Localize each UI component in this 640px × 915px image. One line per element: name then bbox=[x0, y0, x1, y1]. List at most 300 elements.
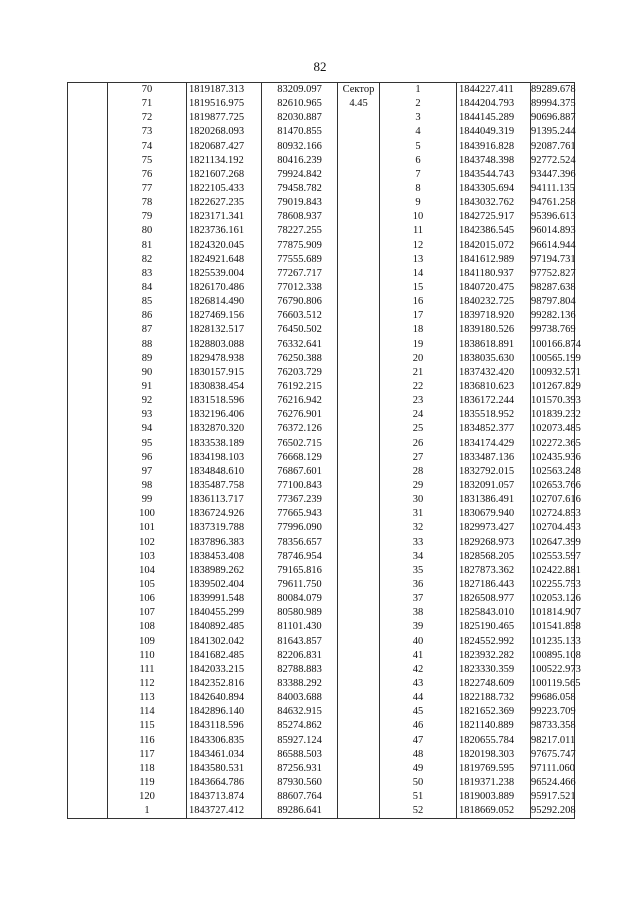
left-point-number: 81 bbox=[108, 239, 187, 253]
left-sector-cell bbox=[68, 649, 108, 663]
right-x-coordinate: 1822748.609 bbox=[457, 677, 531, 691]
table-row bbox=[68, 479, 575, 493]
right-point-number: 38 bbox=[380, 606, 457, 620]
left-x-coordinate: 1835487.758 bbox=[187, 479, 262, 493]
right-sector-cell bbox=[338, 663, 380, 677]
right-x-coordinate: 1832091.057 bbox=[457, 479, 531, 493]
right-sector-cell bbox=[338, 352, 380, 366]
right-x-coordinate: 1835518.952 bbox=[457, 408, 531, 422]
left-point-number: 93 bbox=[108, 408, 187, 422]
right-y-coordinate: 100565.199 bbox=[531, 352, 575, 366]
left-point-number: 104 bbox=[108, 564, 187, 578]
left-y-coordinate: 79165.816 bbox=[262, 564, 338, 578]
left-x-coordinate: 1822627.235 bbox=[187, 196, 262, 210]
left-sector-cell bbox=[68, 366, 108, 380]
right-point-number: 43 bbox=[380, 677, 457, 691]
left-x-coordinate: 1842352.816 bbox=[187, 677, 262, 691]
right-point-number: 12 bbox=[380, 239, 457, 253]
right-point-number: 26 bbox=[380, 437, 457, 451]
right-y-coordinate: 102255.753 bbox=[531, 578, 575, 592]
left-sector-cell bbox=[68, 790, 108, 804]
left-x-coordinate: 1843713.874 bbox=[187, 790, 262, 804]
right-y-coordinate: 89994.375 bbox=[531, 97, 575, 111]
left-x-coordinate: 1838453.408 bbox=[187, 550, 262, 564]
table-row bbox=[68, 691, 575, 705]
right-x-coordinate: 1823932.282 bbox=[457, 649, 531, 663]
right-point-number: 48 bbox=[380, 748, 457, 762]
right-y-coordinate: 89289.678 bbox=[531, 83, 575, 98]
left-point-number: 112 bbox=[108, 677, 187, 691]
left-x-coordinate: 1842640.894 bbox=[187, 691, 262, 705]
left-x-coordinate: 1842033.215 bbox=[187, 663, 262, 677]
table-row bbox=[68, 719, 575, 733]
left-point-number: 1 bbox=[108, 804, 187, 819]
table-row bbox=[68, 352, 575, 366]
right-sector-cell bbox=[338, 691, 380, 705]
table-row bbox=[68, 366, 575, 380]
right-y-coordinate: 102272.365 bbox=[531, 437, 575, 451]
left-sector-cell bbox=[68, 111, 108, 125]
right-y-coordinate: 95917.521 bbox=[531, 790, 575, 804]
left-point-number: 99 bbox=[108, 493, 187, 507]
right-x-coordinate: 1844049.319 bbox=[457, 125, 531, 139]
right-x-coordinate: 1834174.429 bbox=[457, 437, 531, 451]
left-y-coordinate: 82610.965 bbox=[262, 97, 338, 111]
table-row bbox=[68, 267, 575, 281]
right-sector-cell bbox=[338, 125, 380, 139]
table-row bbox=[68, 677, 575, 691]
left-sector-cell bbox=[68, 97, 108, 111]
left-sector-cell bbox=[68, 210, 108, 224]
right-point-number: 13 bbox=[380, 253, 457, 267]
table-row bbox=[68, 97, 575, 111]
table-row bbox=[68, 578, 575, 592]
right-y-coordinate: 95396.613 bbox=[531, 210, 575, 224]
left-y-coordinate: 76372.126 bbox=[262, 422, 338, 436]
right-point-number: 31 bbox=[380, 507, 457, 521]
table-row bbox=[68, 649, 575, 663]
table-row bbox=[68, 125, 575, 139]
right-x-coordinate: 1844204.793 bbox=[457, 97, 531, 111]
left-sector-cell bbox=[68, 691, 108, 705]
right-sector-cell bbox=[338, 451, 380, 465]
right-point-number: 46 bbox=[380, 719, 457, 733]
left-point-number: 96 bbox=[108, 451, 187, 465]
right-x-coordinate: 1834852.377 bbox=[457, 422, 531, 436]
table-row bbox=[68, 338, 575, 352]
left-sector-cell bbox=[68, 380, 108, 394]
right-y-coordinate: 98217.011 bbox=[531, 733, 575, 747]
table-row bbox=[68, 465, 575, 479]
right-sector-cell bbox=[338, 620, 380, 634]
right-y-coordinate: 97752.827 bbox=[531, 267, 575, 281]
right-x-coordinate: 1825843.010 bbox=[457, 606, 531, 620]
left-sector-cell bbox=[68, 309, 108, 323]
left-sector-cell bbox=[68, 253, 108, 267]
left-y-coordinate: 85927.124 bbox=[262, 733, 338, 747]
right-sector-cell bbox=[338, 281, 380, 295]
right-sector-cell bbox=[338, 182, 380, 196]
right-sector-cell bbox=[338, 634, 380, 648]
right-point-number: 6 bbox=[380, 154, 457, 168]
left-sector-cell bbox=[68, 182, 108, 196]
right-sector-cell bbox=[338, 338, 380, 352]
sector-number: 4.45 bbox=[349, 98, 368, 110]
left-sector-cell bbox=[68, 521, 108, 535]
table-row bbox=[68, 422, 575, 436]
table-row bbox=[68, 790, 575, 804]
left-x-coordinate: 1842896.140 bbox=[187, 705, 262, 719]
left-sector-cell bbox=[68, 408, 108, 422]
right-x-coordinate: 1827873.362 bbox=[457, 564, 531, 578]
right-sector-cell bbox=[338, 422, 380, 436]
right-x-coordinate: 1833487.136 bbox=[457, 451, 531, 465]
right-y-coordinate: 102435.936 bbox=[531, 451, 575, 465]
left-sector-cell bbox=[68, 437, 108, 451]
left-sector-cell bbox=[68, 295, 108, 309]
left-sector-cell bbox=[68, 323, 108, 337]
left-y-coordinate: 87256.931 bbox=[262, 762, 338, 776]
right-x-coordinate: 1821140.889 bbox=[457, 719, 531, 733]
left-sector-cell bbox=[68, 224, 108, 238]
right-sector-cell bbox=[338, 606, 380, 620]
left-sector-cell bbox=[68, 719, 108, 733]
left-x-coordinate: 1840892.485 bbox=[187, 620, 262, 634]
right-point-number: 28 bbox=[380, 465, 457, 479]
table-row bbox=[68, 451, 575, 465]
right-point-number: 15 bbox=[380, 281, 457, 295]
left-x-coordinate: 1839502.404 bbox=[187, 578, 262, 592]
right-point-number: 21 bbox=[380, 366, 457, 380]
left-point-number: 89 bbox=[108, 352, 187, 366]
left-y-coordinate: 81643.857 bbox=[262, 634, 338, 648]
table-row bbox=[68, 83, 575, 98]
table-row bbox=[68, 748, 575, 762]
right-point-number: 34 bbox=[380, 550, 457, 564]
left-y-coordinate: 77996.090 bbox=[262, 521, 338, 535]
left-point-number: 84 bbox=[108, 281, 187, 295]
right-point-number: 27 bbox=[380, 451, 457, 465]
left-y-coordinate: 78746.954 bbox=[262, 550, 338, 564]
right-point-number: 16 bbox=[380, 295, 457, 309]
left-x-coordinate: 1830157.915 bbox=[187, 366, 262, 380]
left-y-coordinate: 87930.560 bbox=[262, 776, 338, 790]
right-y-coordinate: 99223.709 bbox=[531, 705, 575, 719]
left-point-number: 119 bbox=[108, 776, 187, 790]
left-x-coordinate: 1837896.383 bbox=[187, 536, 262, 550]
left-y-coordinate: 81101.430 bbox=[262, 620, 338, 634]
right-point-number: 25 bbox=[380, 422, 457, 436]
table-row bbox=[68, 776, 575, 790]
table-row bbox=[68, 140, 575, 154]
left-y-coordinate: 81470.855 bbox=[262, 125, 338, 139]
right-x-coordinate: 1838035.630 bbox=[457, 352, 531, 366]
left-x-coordinate: 1839991.548 bbox=[187, 592, 262, 606]
right-point-number: 42 bbox=[380, 663, 457, 677]
right-sector-cell bbox=[338, 493, 380, 507]
left-sector-cell bbox=[68, 634, 108, 648]
left-y-coordinate: 76203.729 bbox=[262, 366, 338, 380]
table-row bbox=[68, 323, 575, 337]
right-sector-cell bbox=[338, 408, 380, 422]
table-row bbox=[68, 493, 575, 507]
left-y-coordinate: 80084.079 bbox=[262, 592, 338, 606]
left-x-coordinate: 1830838.454 bbox=[187, 380, 262, 394]
right-x-coordinate: 1836172.244 bbox=[457, 394, 531, 408]
right-y-coordinate: 100166.874 bbox=[531, 338, 575, 352]
left-x-coordinate: 1840455.299 bbox=[187, 606, 262, 620]
left-x-coordinate: 1826170.486 bbox=[187, 281, 262, 295]
left-x-coordinate: 1819187.313 bbox=[187, 83, 262, 98]
left-y-coordinate: 76276.901 bbox=[262, 408, 338, 422]
left-sector-cell bbox=[68, 154, 108, 168]
left-point-number: 74 bbox=[108, 140, 187, 154]
left-x-coordinate: 1819516.975 bbox=[187, 97, 262, 111]
left-point-number: 113 bbox=[108, 691, 187, 705]
right-x-coordinate: 1819003.889 bbox=[457, 790, 531, 804]
right-y-coordinate: 101267.829 bbox=[531, 380, 575, 394]
left-sector-cell bbox=[68, 536, 108, 550]
left-sector-cell bbox=[68, 507, 108, 521]
right-point-number: 1 bbox=[380, 83, 457, 98]
right-point-number: 17 bbox=[380, 309, 457, 323]
right-x-coordinate: 1841612.989 bbox=[457, 253, 531, 267]
right-point-number: 20 bbox=[380, 352, 457, 366]
table-row bbox=[68, 705, 575, 719]
left-y-coordinate: 84003.688 bbox=[262, 691, 338, 705]
left-point-number: 103 bbox=[108, 550, 187, 564]
left-point-number: 107 bbox=[108, 606, 187, 620]
left-sector-cell bbox=[68, 267, 108, 281]
right-x-coordinate: 1827186.443 bbox=[457, 578, 531, 592]
left-x-coordinate: 1823171.341 bbox=[187, 210, 262, 224]
right-sector-cell bbox=[338, 366, 380, 380]
left-point-number: 111 bbox=[108, 663, 187, 677]
right-y-coordinate: 102053.126 bbox=[531, 592, 575, 606]
right-sector-cell bbox=[338, 564, 380, 578]
right-sector-cell bbox=[338, 521, 380, 535]
right-point-number: 40 bbox=[380, 634, 457, 648]
right-y-coordinate: 97675.747 bbox=[531, 748, 575, 762]
table-row bbox=[68, 564, 575, 578]
right-point-number: 39 bbox=[380, 620, 457, 634]
right-sector-cell bbox=[338, 323, 380, 337]
left-sector-cell bbox=[68, 338, 108, 352]
right-x-coordinate: 1842015.072 bbox=[457, 239, 531, 253]
left-sector-cell bbox=[68, 196, 108, 210]
table-row bbox=[68, 536, 575, 550]
right-y-coordinate: 91395.244 bbox=[531, 125, 575, 139]
right-sector-cell bbox=[338, 224, 380, 238]
left-sector-cell bbox=[68, 705, 108, 719]
table-row bbox=[68, 168, 575, 182]
left-y-coordinate: 76450.502 bbox=[262, 323, 338, 337]
right-sector-cell bbox=[338, 507, 380, 521]
right-x-coordinate: 1819769.595 bbox=[457, 762, 531, 776]
left-point-number: 110 bbox=[108, 649, 187, 663]
right-sector-cell bbox=[338, 592, 380, 606]
table-row bbox=[68, 394, 575, 408]
right-y-coordinate: 98733.358 bbox=[531, 719, 575, 733]
right-point-number: 7 bbox=[380, 168, 457, 182]
left-y-coordinate: 78356.657 bbox=[262, 536, 338, 550]
right-point-number: 14 bbox=[380, 267, 457, 281]
right-sector-cell bbox=[338, 677, 380, 691]
right-y-coordinate: 95292.208 bbox=[531, 804, 575, 819]
left-y-coordinate: 76250.388 bbox=[262, 352, 338, 366]
left-point-number: 94 bbox=[108, 422, 187, 436]
left-point-number: 92 bbox=[108, 394, 187, 408]
left-point-number: 98 bbox=[108, 479, 187, 493]
table-row bbox=[68, 309, 575, 323]
left-y-coordinate: 84632.915 bbox=[262, 705, 338, 719]
table-row bbox=[68, 663, 575, 677]
sector-label: Сектор bbox=[342, 84, 375, 95]
right-sector-cell bbox=[338, 154, 380, 168]
table-row bbox=[68, 154, 575, 168]
right-y-coordinate: 94761.258 bbox=[531, 196, 575, 210]
right-y-coordinate: 102704.453 bbox=[531, 521, 575, 535]
right-sector-cell bbox=[338, 196, 380, 210]
left-y-coordinate: 79611.750 bbox=[262, 578, 338, 592]
right-y-coordinate: 101235.133 bbox=[531, 634, 575, 648]
left-point-number: 76 bbox=[108, 168, 187, 182]
right-x-coordinate: 1818669.052 bbox=[457, 804, 531, 819]
right-x-coordinate: 1842386.545 bbox=[457, 224, 531, 238]
right-x-coordinate: 1838618.891 bbox=[457, 338, 531, 352]
left-point-number: 91 bbox=[108, 380, 187, 394]
right-sector-cell bbox=[338, 578, 380, 592]
right-y-coordinate: 92087.761 bbox=[531, 140, 575, 154]
right-point-number: 32 bbox=[380, 521, 457, 535]
right-point-number: 22 bbox=[380, 380, 457, 394]
right-x-coordinate: 1840232.725 bbox=[457, 295, 531, 309]
left-point-number: 101 bbox=[108, 521, 187, 535]
right-y-coordinate: 102073.485 bbox=[531, 422, 575, 436]
left-sector-cell bbox=[68, 465, 108, 479]
table-row bbox=[68, 606, 575, 620]
left-point-number: 90 bbox=[108, 366, 187, 380]
left-x-coordinate: 1841302.042 bbox=[187, 634, 262, 648]
right-y-coordinate: 90696.887 bbox=[531, 111, 575, 125]
left-y-coordinate: 76192.215 bbox=[262, 380, 338, 394]
right-point-number: 19 bbox=[380, 338, 457, 352]
table-row bbox=[68, 762, 575, 776]
left-point-number: 97 bbox=[108, 465, 187, 479]
right-y-coordinate: 96614.944 bbox=[531, 239, 575, 253]
left-sector-cell bbox=[68, 422, 108, 436]
right-y-coordinate: 94111.135 bbox=[531, 182, 575, 196]
left-x-coordinate: 1843461.034 bbox=[187, 748, 262, 762]
left-x-coordinate: 1832196.406 bbox=[187, 408, 262, 422]
left-y-coordinate: 89286.641 bbox=[262, 804, 338, 819]
left-y-coordinate: 76332.641 bbox=[262, 338, 338, 352]
right-y-coordinate: 101814.907 bbox=[531, 606, 575, 620]
right-point-number: 24 bbox=[380, 408, 457, 422]
right-x-coordinate: 1819371.238 bbox=[457, 776, 531, 790]
table-row bbox=[68, 507, 575, 521]
right-sector-cell bbox=[338, 140, 380, 154]
left-y-coordinate: 77267.717 bbox=[262, 267, 338, 281]
right-point-number: 44 bbox=[380, 691, 457, 705]
right-point-number: 11 bbox=[380, 224, 457, 238]
left-sector-cell bbox=[68, 140, 108, 154]
right-point-number: 8 bbox=[380, 182, 457, 196]
left-point-number: 106 bbox=[108, 592, 187, 606]
left-y-coordinate: 83388.292 bbox=[262, 677, 338, 691]
right-x-coordinate: 1832792.015 bbox=[457, 465, 531, 479]
right-sector-cell bbox=[338, 748, 380, 762]
left-x-coordinate: 1828132.517 bbox=[187, 323, 262, 337]
right-x-coordinate: 1843544.743 bbox=[457, 168, 531, 182]
right-sector-cell bbox=[338, 97, 380, 111]
table-row bbox=[68, 210, 575, 224]
table-row bbox=[68, 550, 575, 564]
left-x-coordinate: 1833538.189 bbox=[187, 437, 262, 451]
left-sector-cell bbox=[68, 239, 108, 253]
right-sector-cell bbox=[338, 83, 380, 98]
right-point-number: 5 bbox=[380, 140, 457, 154]
left-x-coordinate: 1832870.320 bbox=[187, 422, 262, 436]
left-point-number: 115 bbox=[108, 719, 187, 733]
right-x-coordinate: 1843916.828 bbox=[457, 140, 531, 154]
left-x-coordinate: 1834198.103 bbox=[187, 451, 262, 465]
right-x-coordinate: 1824552.992 bbox=[457, 634, 531, 648]
left-point-number: 117 bbox=[108, 748, 187, 762]
left-point-number: 75 bbox=[108, 154, 187, 168]
right-point-number: 45 bbox=[380, 705, 457, 719]
left-y-coordinate: 76603.512 bbox=[262, 309, 338, 323]
right-y-coordinate: 99282.136 bbox=[531, 309, 575, 323]
left-point-number: 88 bbox=[108, 338, 187, 352]
right-sector-cell bbox=[338, 394, 380, 408]
right-x-coordinate: 1822188.732 bbox=[457, 691, 531, 705]
left-point-number: 78 bbox=[108, 196, 187, 210]
right-x-coordinate: 1831386.491 bbox=[457, 493, 531, 507]
left-point-number: 80 bbox=[108, 224, 187, 238]
table-row bbox=[68, 592, 575, 606]
right-point-number: 3 bbox=[380, 111, 457, 125]
left-y-coordinate: 82788.883 bbox=[262, 663, 338, 677]
left-point-number: 79 bbox=[108, 210, 187, 224]
right-y-coordinate: 101570.393 bbox=[531, 394, 575, 408]
page-number: 82 bbox=[313, 59, 327, 74]
left-y-coordinate: 76502.715 bbox=[262, 437, 338, 451]
table-row bbox=[68, 804, 575, 819]
left-sector-cell bbox=[68, 748, 108, 762]
left-x-coordinate: 1836113.717 bbox=[187, 493, 262, 507]
left-x-coordinate: 1837319.788 bbox=[187, 521, 262, 535]
right-x-coordinate: 1829973.427 bbox=[457, 521, 531, 535]
right-point-number: 18 bbox=[380, 323, 457, 337]
table-row bbox=[68, 620, 575, 634]
right-y-coordinate: 100895.108 bbox=[531, 649, 575, 663]
right-y-coordinate: 100932.571 bbox=[531, 366, 575, 380]
right-x-coordinate: 1821652.369 bbox=[457, 705, 531, 719]
table-row bbox=[68, 196, 575, 210]
left-sector-cell bbox=[68, 281, 108, 295]
left-x-coordinate: 1834848.610 bbox=[187, 465, 262, 479]
left-x-coordinate: 1822105.433 bbox=[187, 182, 262, 196]
right-point-number: 49 bbox=[380, 762, 457, 776]
left-y-coordinate: 78608.937 bbox=[262, 210, 338, 224]
right-x-coordinate: 1843305.694 bbox=[457, 182, 531, 196]
coordinates-table bbox=[67, 82, 581, 819]
left-sector-cell bbox=[68, 550, 108, 564]
right-x-coordinate: 1843748.398 bbox=[457, 154, 531, 168]
right-sector-cell bbox=[338, 111, 380, 125]
left-point-number: 120 bbox=[108, 790, 187, 804]
